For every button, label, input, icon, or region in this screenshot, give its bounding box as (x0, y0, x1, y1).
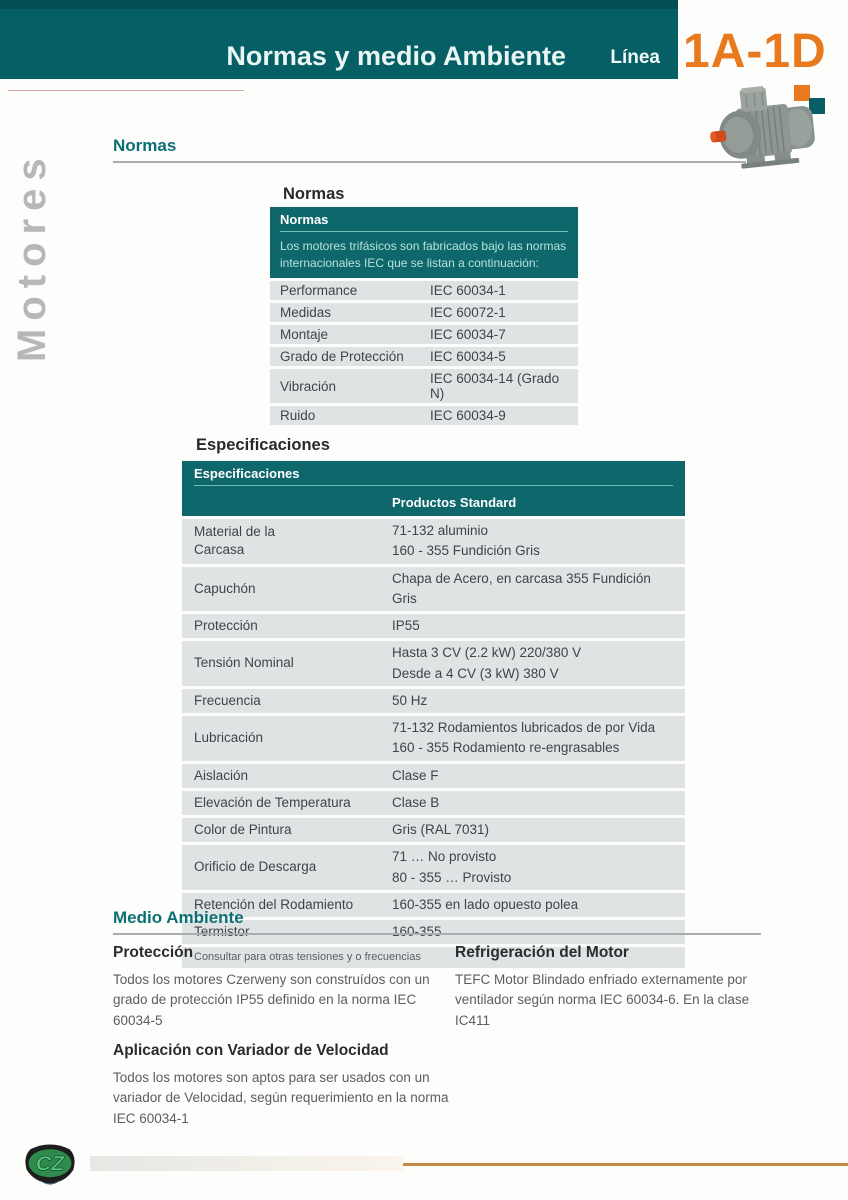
row-label: Orificio de Descarga (194, 859, 317, 875)
row-value: 50 Hz (392, 692, 428, 708)
row-label: Medidas (280, 305, 332, 321)
table-row (270, 369, 578, 403)
normas-table-title: Normas (283, 185, 345, 203)
especificaciones-table-header (182, 461, 685, 516)
row-value: 160-355 en lado opuesto polea (392, 896, 579, 912)
table-row (182, 614, 685, 638)
section-heading-medio-ambiente: Medio Ambiente (113, 908, 761, 935)
row-label: Vibración (280, 378, 337, 394)
row-value: 160-355 (392, 924, 442, 939)
row-label: Aislación (194, 767, 249, 783)
row-label: Performance (280, 283, 358, 299)
table-row (270, 406, 578, 425)
row-label: Lubricación (194, 730, 264, 746)
normas-table-header-label: Normas (280, 212, 329, 227)
proteccion-title: Protección (113, 944, 194, 961)
row-value: IEC 60034-7 (430, 327, 506, 343)
table-row (182, 716, 685, 761)
table-row (270, 303, 578, 322)
normas-table-description: Los motores trifásicos son fabricados bajo las normas internacionales IEC que se listan a continuación: (280, 239, 567, 270)
row-value: IEC 60034-5 (430, 349, 506, 365)
banner-top-edge (0, 0, 678, 9)
row-label: Montaje (280, 327, 329, 343)
linea-label: Línea (610, 47, 660, 68)
row-label: Tensión Nominal (194, 655, 294, 671)
refrigeracion-title: Refrigeración del Motor (455, 944, 629, 961)
table-row (182, 818, 685, 842)
table-row (182, 845, 685, 890)
table-row (182, 689, 685, 713)
table-row (270, 347, 578, 366)
row-label: Protección (194, 618, 258, 634)
table-row (182, 791, 685, 815)
row-value: Clase F (392, 767, 439, 783)
table-row (182, 567, 685, 612)
row-value: IP55 (392, 618, 420, 633)
side-category-label: Motores (10, 150, 54, 362)
company-logo (22, 1142, 78, 1190)
table-row (182, 641, 685, 686)
row-value: Gris (RAL 7031) (392, 822, 490, 837)
page-title: Normas y medio Ambiente (226, 41, 566, 71)
especificaciones-table-rows (182, 519, 685, 968)
row-value: 71-132 aluminio 160 - 355 Fundición Gris (392, 523, 540, 559)
row-label: Material de la Carcasa (194, 524, 276, 558)
table-footnote: Consultar para otras tensiones y o frecuencias (182, 947, 685, 968)
footer-gradient-bar (90, 1156, 403, 1171)
row-label: Termistor (194, 924, 250, 940)
variador-body: Todos los motores son aptos para ser usados con un variador de Velocidad, según requerimiento en la norma IEC 60034-1 (113, 1070, 449, 1126)
header-divider (194, 485, 673, 486)
normas-table-rows (270, 281, 578, 425)
row-value: IEC 60034-1 (430, 283, 506, 299)
especificaciones-table-header-label: Especificaciones (194, 466, 300, 481)
row-label: Color de Pintura (194, 822, 292, 838)
table-row (182, 764, 685, 788)
row-value: Hasta 3 CV (2.2 kW) 220/380 V Desde a 4 CV (3 kW) 380 V (392, 645, 582, 681)
table-row (182, 519, 685, 564)
footer-rule (403, 1163, 848, 1166)
line-code-badge: 1A-1D (683, 25, 827, 78)
top-banner (0, 0, 678, 79)
refrigeracion-body: TEFC Motor Blindado enfriado externamente por ventilador según norma IEC 60034-6. En la clase IC411 (455, 972, 750, 1028)
header-divider (280, 231, 568, 232)
row-value: IEC 60034-14 (Grado N) (430, 371, 560, 402)
especificaciones-table (182, 461, 685, 968)
table-row (270, 281, 578, 300)
row-value: 71 … No provisto 80 - 355 … Provisto (392, 849, 512, 885)
row-value: IEC 60072-1 (430, 305, 506, 321)
normas-table-header (270, 207, 578, 278)
row-label: Capuchón (194, 580, 256, 596)
table-row (270, 325, 578, 344)
row-label: Ruido (280, 408, 316, 424)
row-value: Clase B (392, 794, 440, 810)
column-header-productos-standard: Productos Standard (392, 495, 517, 510)
svg-text:CZ: CZ (35, 1151, 65, 1176)
row-value: IEC 60034-9 (430, 408, 506, 424)
refrigeracion-block (455, 944, 775, 1031)
especificaciones-table-title: Especificaciones (196, 436, 330, 454)
variador-block (113, 1042, 463, 1129)
normas-table (270, 207, 578, 428)
row-value: Chapa de Acero, en carcasa 355 Fundición Gris (392, 570, 651, 606)
variador-title: Aplicación con Variador de Velocidad (113, 1042, 389, 1059)
section-heading-normas: Normas (113, 136, 746, 163)
row-label: Grado de Protección (280, 349, 404, 365)
row-label: Retención del Rodamiento (194, 896, 354, 912)
proteccion-body: Todos los motores Czerweny son construídos con un grado de protección IP55 definido en la norma IEC 60034-5 (113, 972, 430, 1028)
row-label: Elevación de Temperatura (194, 794, 351, 810)
row-label: Frecuencia (194, 692, 261, 708)
row-value: 71-132 Rodamientos lubricados de por Vida 160 - 355 Rodamiento re-engrasables (392, 720, 656, 756)
proteccion-block (113, 944, 453, 1031)
